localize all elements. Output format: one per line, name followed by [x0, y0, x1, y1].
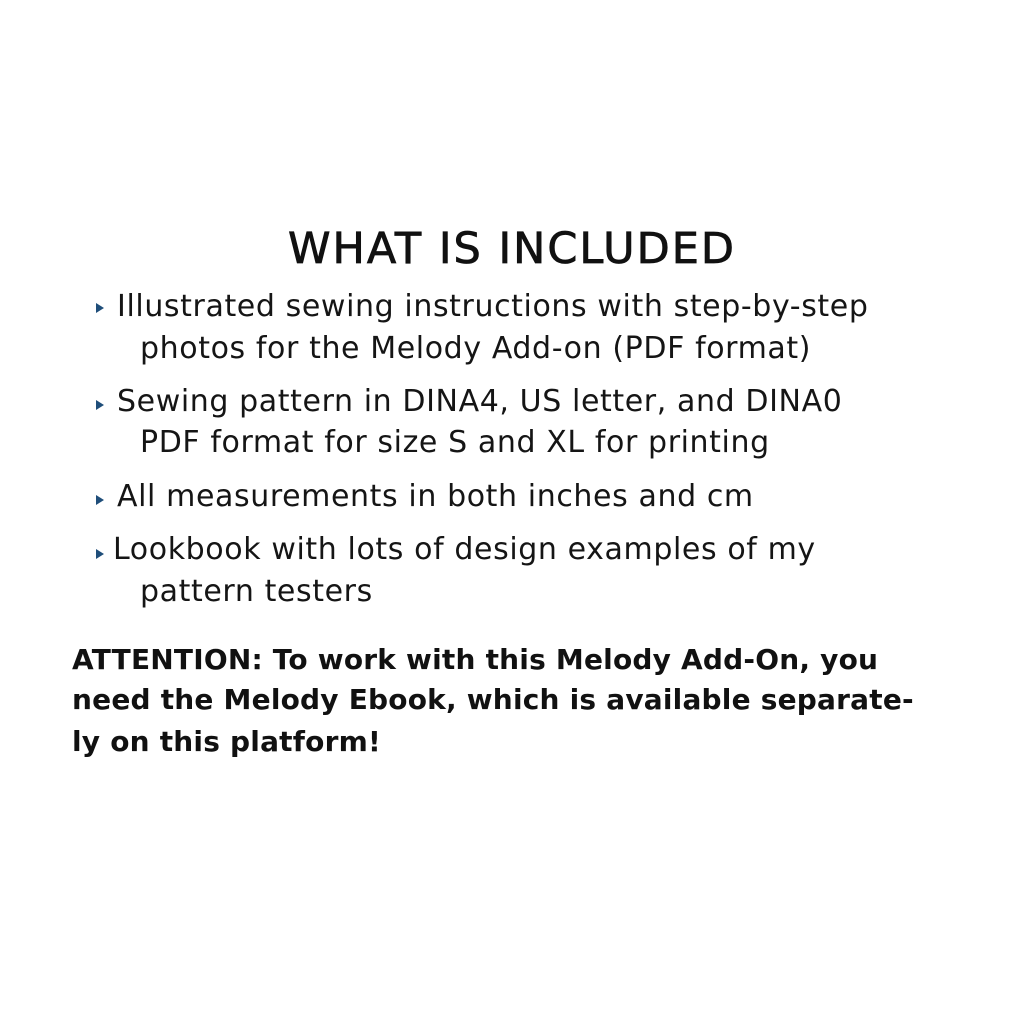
- triangle-right-icon: [96, 495, 104, 505]
- list-item-text-line1: Sewing pattern in DINA4, US letter, and DINA0: [117, 384, 843, 419]
- attention-line3: ly on this platform!: [72, 725, 381, 758]
- triangle-right-icon: [96, 400, 104, 410]
- triangle-right-icon: [96, 303, 104, 313]
- list-item-text-line1: All measurements in both inches and cm: [117, 479, 754, 514]
- list-item-text-line1: Lookbook with lots of design examples of my: [113, 532, 816, 567]
- list-item-text-line2: pattern testers: [140, 574, 373, 609]
- list-item-text-line2: PDF format for size S and XL for printing: [140, 425, 770, 460]
- list-item-text-line2: photos for the Melody Add-on (PDF format): [140, 331, 812, 366]
- list-item-text-line1: Illustrated sewing instructions with step-by-step: [117, 289, 869, 324]
- attention-line2: need the Melody Ebook, which is available separate-: [72, 683, 914, 716]
- triangle-right-icon: [96, 549, 104, 559]
- attention-line1: ATTENTION: To work with this Melody Add-On, you: [72, 643, 879, 676]
- page-title: WHAT IS INCLUDED: [287, 224, 737, 274]
